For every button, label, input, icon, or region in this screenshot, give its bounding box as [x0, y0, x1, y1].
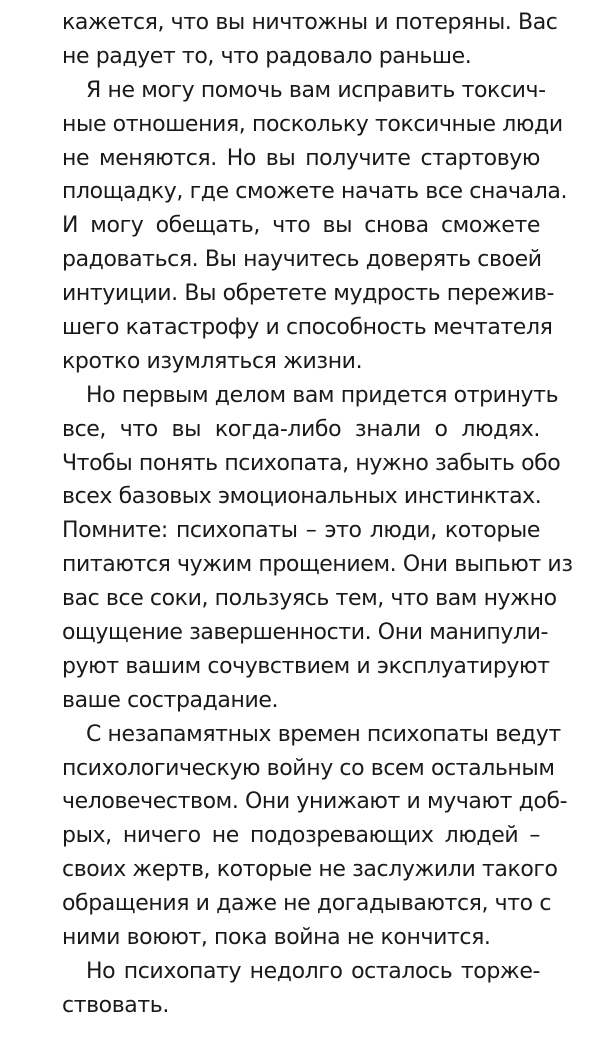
text-line: Но первым делом вам придется отринуть [86, 382, 559, 408]
text-line: радоваться. Вы научитесь доверять своей [62, 247, 542, 273]
text-line: ваше сострадание. [62, 687, 279, 713]
text-line: С незапамятных времен психопаты ведут [86, 721, 561, 747]
text-line: обращения и даже не догадываются, что с [62, 891, 552, 917]
text-line: всех базовых эмоциональных инстинктах. [62, 484, 542, 510]
paragraph [62, 379, 573, 718]
text-line: руют вашим сочувствием и эксплуатируют [62, 653, 550, 679]
text-line: человечеством. Они унижают и мучают доб- [62, 789, 568, 815]
paragraph [62, 74, 568, 379]
text-line: Я не могу помочь вам исправить токсич- [86, 77, 546, 103]
text-line: Но психопату недолго осталось торже- [86, 958, 540, 984]
text-line: кажется, что вы ничтожны и потеряны. Вас [62, 10, 558, 35]
text-line: площадку, где сможете начать все сначала. [62, 179, 568, 205]
text-line: ствовать. [62, 992, 169, 1018]
paragraph [62, 955, 540, 1023]
text-line: рых, ничего не подозревающих людей – [62, 823, 540, 849]
text-line: питаются чужим прощением. Они выпьют из [62, 552, 573, 578]
text-line: не радует то, что радовало раньше. [62, 43, 472, 69]
text-line: Чтобы понять психопата, нужно забыть обо [62, 450, 561, 476]
text-line: И могу обещать, что вы снова сможете [62, 213, 540, 239]
text-line: вас все соки, пользуясь тем, что вам нужно [62, 586, 557, 612]
text-line: не меняются. Но вы получите стартовую [62, 145, 540, 171]
text-line: ними воюют, пока война не кончится. [62, 925, 491, 951]
text-line: все, что вы когда-либо знали о людях. [62, 416, 540, 442]
book-page-text [62, 6, 573, 1023]
text-line: шего катастрофу и способность мечтателя [62, 315, 553, 341]
text-line: Помните: психопаты – это люди, которые [62, 518, 540, 544]
paragraph [62, 6, 558, 74]
text-line: своих жертв, которые не заслужили такого [62, 857, 558, 883]
text-line: ощущение завершенности. Они манипули- [62, 620, 549, 646]
text-line: ные отношения, поскольку токсичные люди [62, 111, 563, 137]
paragraph [62, 718, 568, 955]
text-line: интуиции. Вы обретете мудрость пережив- [62, 281, 555, 307]
text-line: кротко изумляться жизни. [62, 348, 363, 374]
text-line: психологическую войну со всем остальным [62, 755, 555, 781]
